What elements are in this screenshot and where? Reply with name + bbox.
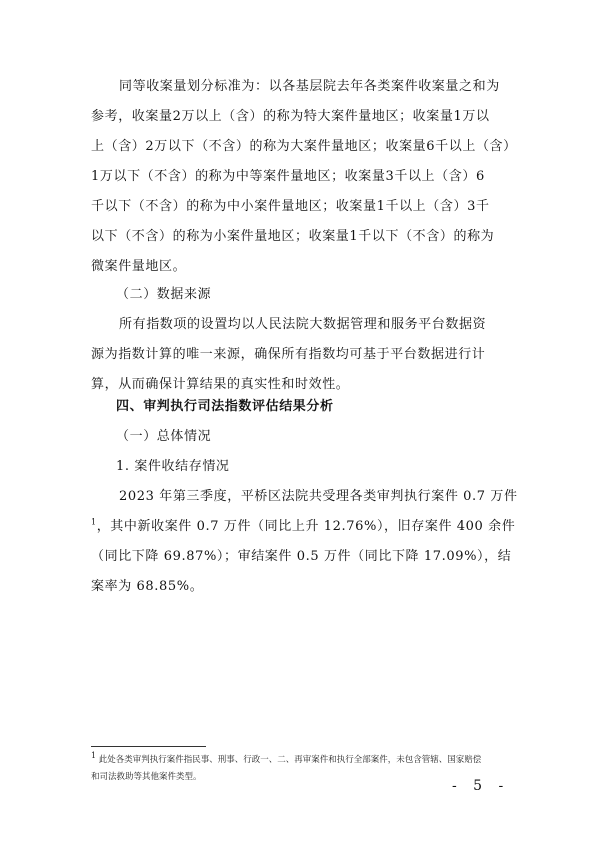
text-line: 同等收案量划分标准为：以各基层院去年各类案件收案量之和为 — [119, 79, 500, 94]
heading-case-status: 1. 案件收结存情况 — [116, 459, 230, 474]
heading-section-four: 四、审判执行司法指数评估结果分析 — [116, 399, 334, 414]
text-line: 1万以下（不含）的称为中等案件量地区；收案量3千以上（含）6 — [91, 169, 485, 184]
footnote-text: 此处各类审判执行案件指民事、刑事、行政一、二、再审案件和执行全部案件，未包含管辖、国家赔偿 — [98, 755, 482, 765]
page-number: - 5 - — [452, 778, 510, 794]
footnote-mark: 1 — [91, 751, 97, 761]
footnote-line — [91, 752, 521, 769]
text-line — [91, 512, 516, 542]
text-line: 所有指数项的设置均以人民法院大数据管理和服务平台数据资 — [119, 317, 487, 332]
paragraph-classification-standard — [91, 72, 517, 282]
text-line: 千以下（不含）的称为中小案件量地区；收案量1千以上（含）3千 — [91, 199, 490, 214]
text-segment: ，其中新收案件 0.7 万件（同比上升 12.76%），旧存案件 400 余件 — [96, 519, 516, 534]
text-line: 案率为 68.85%。 — [91, 579, 204, 594]
paragraph-data-source — [91, 310, 511, 400]
heading-data-source: （二）数据来源 — [116, 287, 212, 302]
text-line: 参考，收案量2万以上（含）的称为特大案件量地区；收案量1万以 — [91, 109, 490, 124]
text-line: 微案件量地区。 — [91, 259, 187, 274]
text-line: 源为指数计算的唯一来源，确保所有指数均可基于平台数据进行计 — [91, 347, 486, 362]
text-line: 2023 年第三季度，平桥区法院共受理各类审判执行案件 0.7 万件 — [119, 489, 518, 504]
footnote-line: 和司法救助等其他案件类型。 — [91, 772, 202, 782]
paragraph-case-status — [91, 482, 518, 602]
text-line: 上（含）2万以下（不含）的称为大案件量地区；收案量6千以上（含） — [91, 139, 517, 154]
footnote-divider — [91, 746, 206, 747]
text-line: 以下（不含）的称为小案件量地区；收案量1千以下（不含）的称为 — [91, 229, 495, 244]
heading-overall-situation: （一）总体情况 — [116, 429, 212, 444]
footnote-reference: 1 — [91, 517, 97, 527]
text-line: （同比下降 69.87%）；审结案件 0.5 万件（同比下降 17.09%），结 — [91, 549, 512, 564]
text-line: 算，从而确保计算结果的真实性和时效性。 — [91, 377, 350, 392]
